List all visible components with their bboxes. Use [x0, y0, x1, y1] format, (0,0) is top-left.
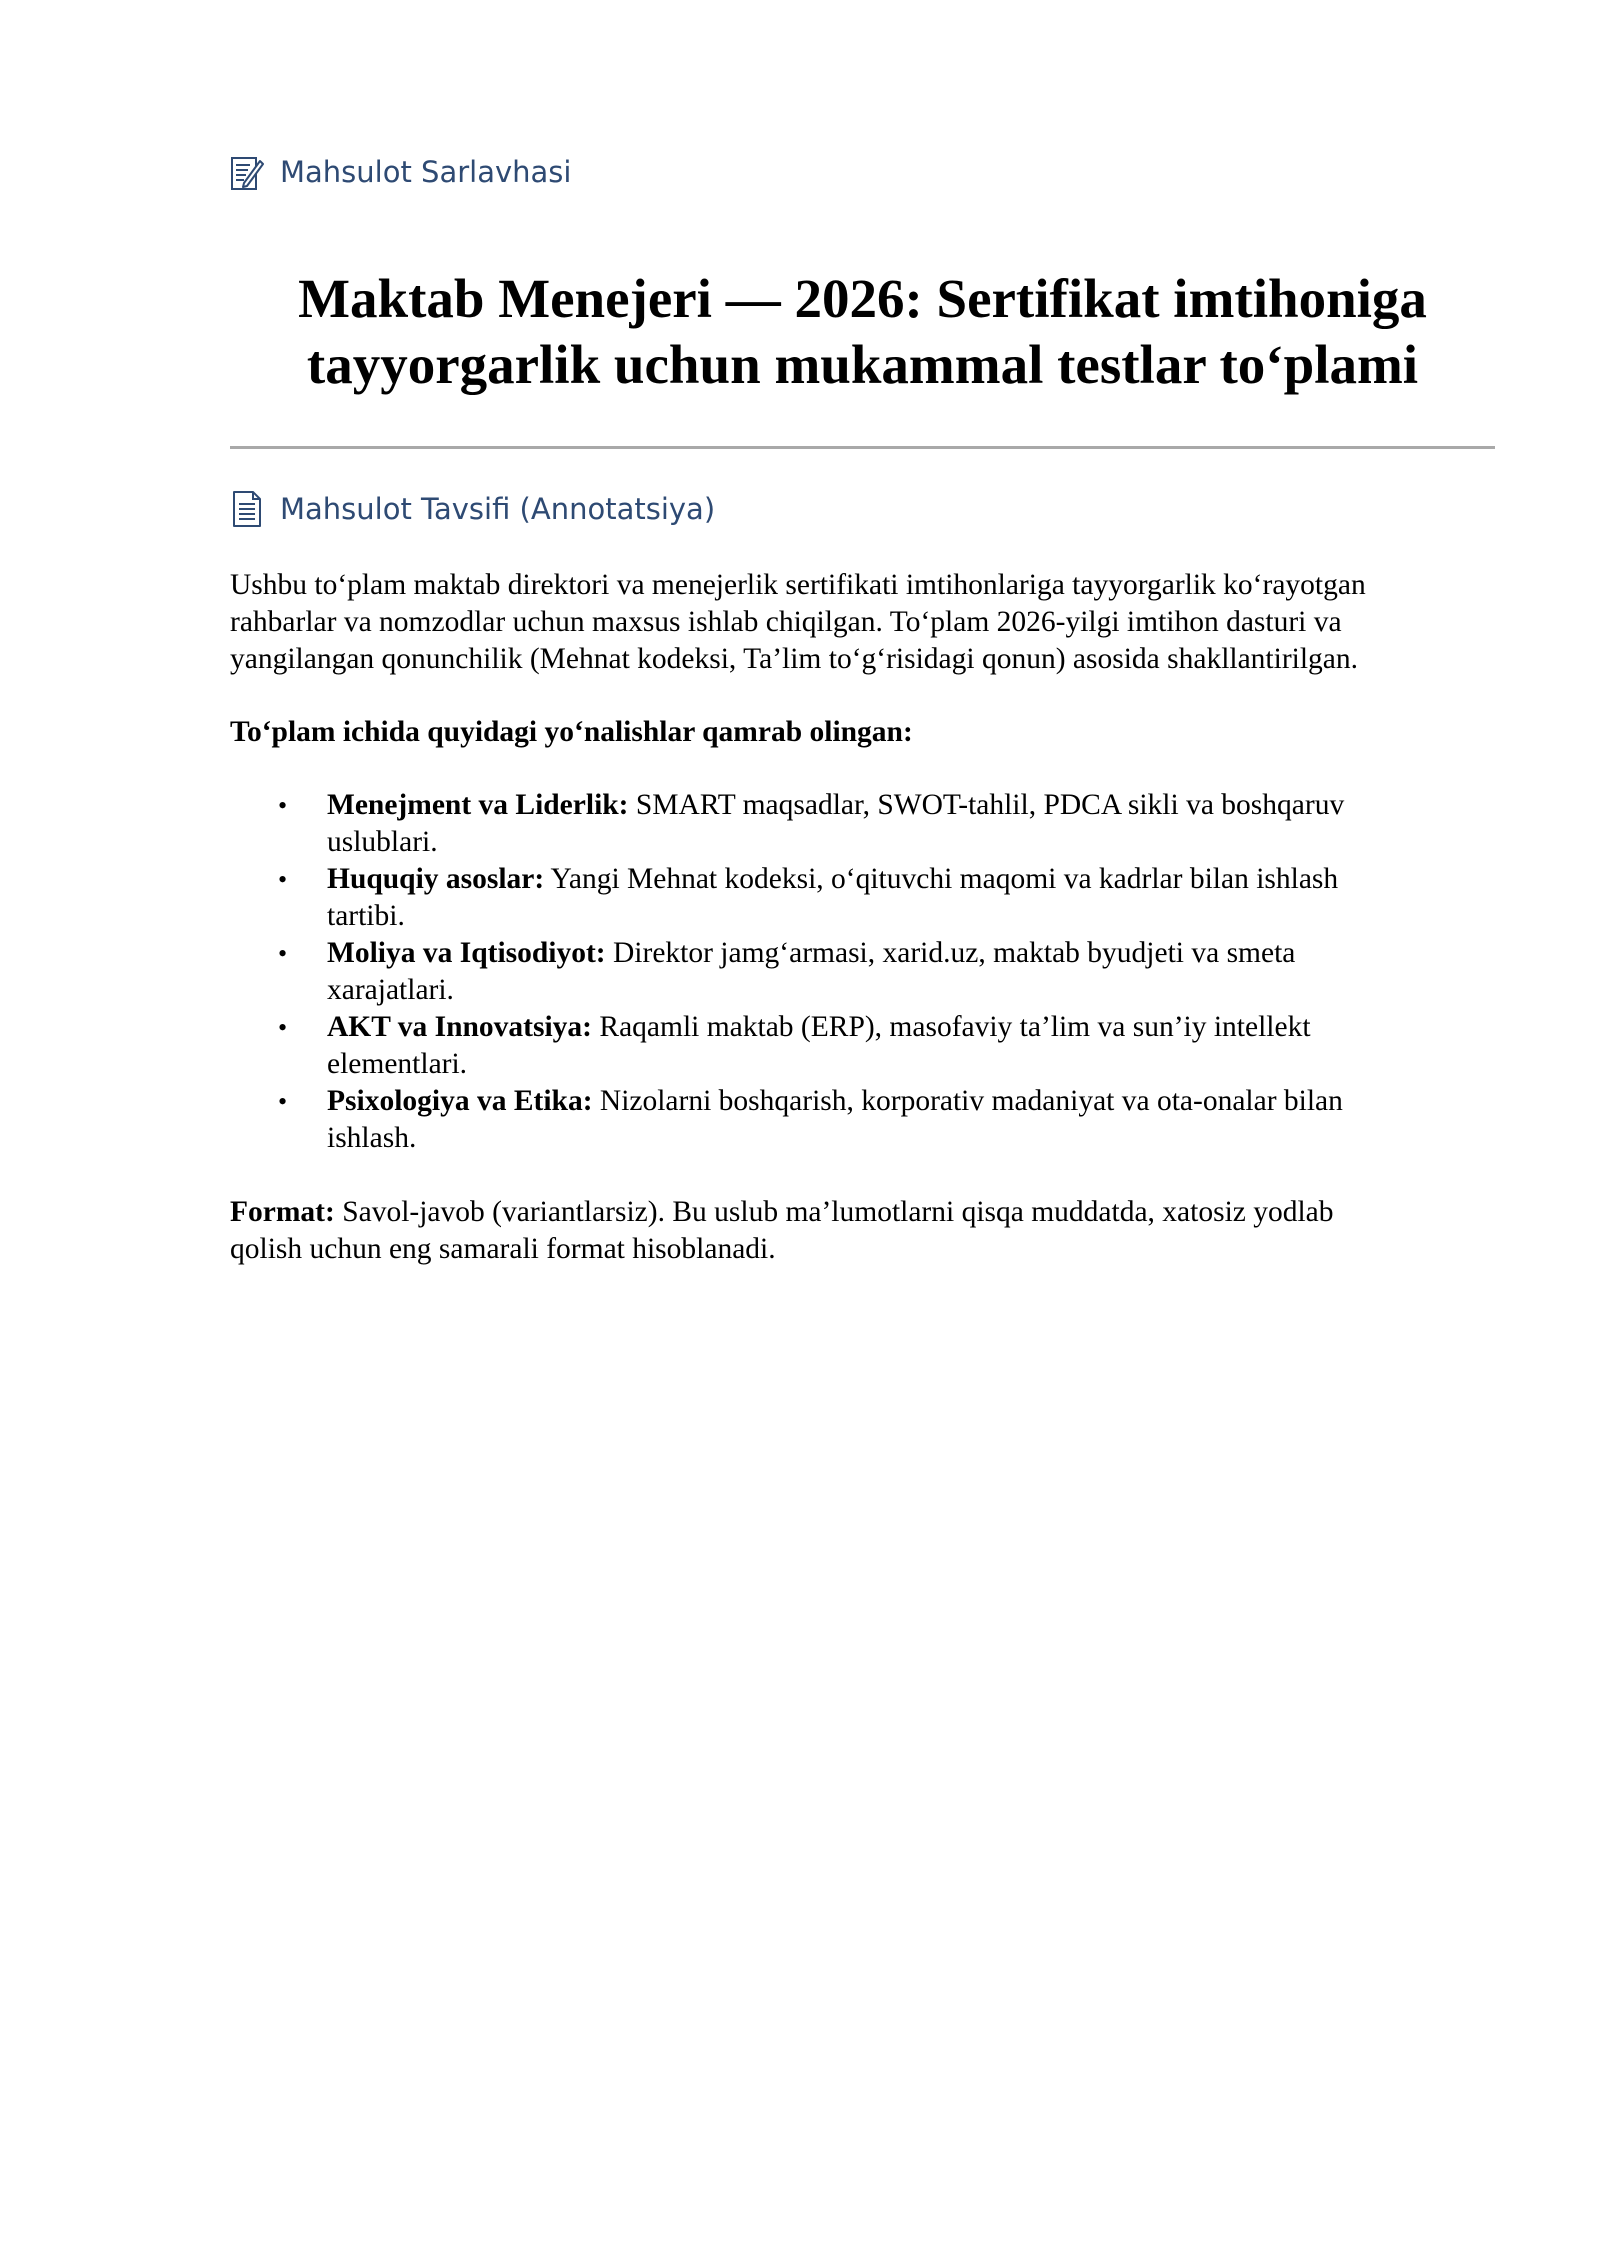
list-item-line	[327, 935, 1495, 972]
horizontal-divider	[230, 446, 1495, 449]
list-item-text: Direktor jamg‘armasi, xarid.uz, maktab byudjeti va smeta	[605, 937, 1296, 969]
list-item-label: Psixologiya va Etika:	[327, 1085, 593, 1117]
format-text: Savol-javob (variantlarsiz). Bu uslub ma’lumotlarni qisqa muddatda, xatosiz yodlab	[334, 1196, 1334, 1228]
format-line	[230, 1194, 1495, 1231]
intro-line: yangilangan qonunchilik (Mehnat kodeksi, Ta’lim to‘g‘risidagi qonun) asosida shakllantirilgan.	[230, 643, 1359, 675]
list-item-line	[327, 1083, 1495, 1120]
document-lines-icon	[230, 489, 264, 529]
format-text: qolish uchun eng samarali format hisoblanadi.	[230, 1233, 776, 1265]
list-item-text: ishlash.	[327, 1122, 417, 1154]
intro-paragraph	[230, 567, 1495, 678]
list-item-text: Yangi Mehnat kodeksi, o‘qituvchi maqomi va kadrlar bilan ishlash	[544, 863, 1339, 895]
list-item-label: Huquqiy asoslar:	[327, 863, 545, 895]
document-title-line: Maktab Menejeri — 2026: Sertifikat imtihoniga	[298, 268, 1427, 329]
format-paragraph	[230, 1194, 1495, 1268]
bullet-icon: •	[278, 791, 288, 820]
list-item-label: AKT va Innovatsiya:	[327, 1011, 593, 1043]
list-item-line	[327, 1009, 1495, 1046]
bullet-icon: •	[278, 1013, 288, 1042]
list-item	[230, 935, 1495, 1009]
list-item	[230, 861, 1495, 935]
topics-heading: To‘plam ichida quyidagi yo‘nalishlar qamrab olingan:	[230, 716, 913, 748]
intro-line: Ushbu to‘plam maktab direktori va menejerlik sertifikati imtihonlariga tayyorgarlik ko‘rayotgan	[230, 569, 1366, 601]
list-item-text: elementlari.	[327, 1048, 468, 1080]
list-item-text: SMART maqsadlar, SWOT-tahlil, PDCA sikli va boshqaruv	[628, 789, 1345, 821]
format-label: Format:	[230, 1196, 335, 1228]
bullet-icon: •	[278, 865, 288, 894]
document-title-line: tayyorgarlik uchun mukammal testlar to‘plami	[306, 334, 1419, 395]
list-item-label: Moliya va Iqtisodiyot:	[327, 937, 606, 969]
list-item-text: tartibi.	[327, 900, 405, 932]
product-description-heading	[230, 487, 1495, 531]
document-title	[230, 266, 1495, 398]
list-item	[230, 1009, 1495, 1083]
list-item-line	[327, 861, 1495, 898]
edit-document-icon	[230, 152, 264, 192]
product-description-heading-label: Mahsulot Tavsifi (Annotatsiya)	[280, 492, 716, 526]
list-item-label: Menejment va Liderlik:	[327, 789, 629, 821]
list-item-text: Raqamli maktab (ERP), masofaviy ta’lim va sun’iy intellekt	[592, 1011, 1311, 1043]
document-page	[230, 150, 1495, 1268]
product-title-heading	[230, 150, 1495, 194]
list-item	[230, 1083, 1495, 1157]
list-item-text: uslublari.	[327, 826, 438, 858]
intro-line: rahbarlar va nomzodlar uchun maxsus ishlab chiqilgan. To‘plam 2026-yilgi imtihon dasturi va	[230, 606, 1342, 638]
list-item-text: Nizolarni boshqarish, korporativ madaniyat va ota-onalar bilan	[592, 1085, 1343, 1117]
list-item	[230, 787, 1495, 861]
product-title-heading-label: Mahsulot Sarlavhasi	[280, 155, 572, 189]
list-item-text: xarajatlari.	[327, 974, 454, 1006]
bullet-icon: •	[278, 1087, 288, 1116]
topics-list	[230, 787, 1495, 1157]
list-item-line	[327, 787, 1495, 824]
bullet-icon: •	[278, 939, 288, 968]
